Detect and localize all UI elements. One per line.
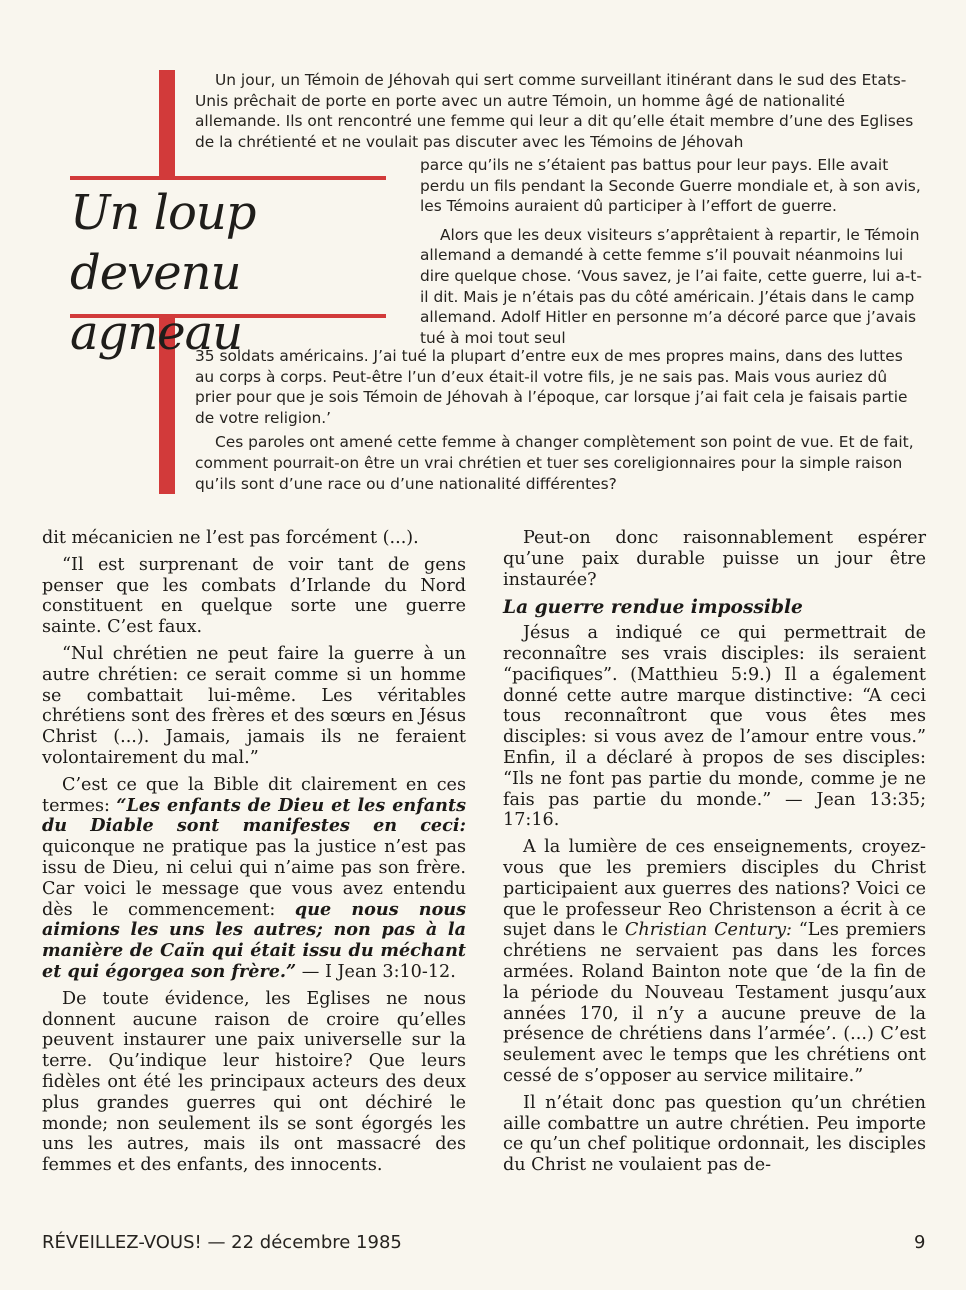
- page-number: 9: [914, 1232, 926, 1253]
- left-column: [42, 528, 466, 1182]
- box-text: 35 soldats américains. J’ai tué la plupart d’entre eux de mes propres mains, dans des luttes au corps à corps. Peut-être l’un d’eux était-il votre fils, je ne sais pas. Mais vous auriez dû prier pour que je sois Témoin de Jéhovah à l’époque, car lorsque j’ai fait cela je faisais partie de votre religion.’: [195, 347, 908, 427]
- publication-title: Christian Century:: [624, 920, 792, 941]
- footer-magazine-date: RÉVEILLEZ-VOUS! — 22 décembre 1985: [42, 1232, 402, 1253]
- box-title: [70, 183, 400, 363]
- red-rule-vertical-top: [159, 70, 175, 180]
- paragraph: dit mécanicien ne l’est pas forcément (...).: [42, 528, 419, 548]
- paragraph: Il n’était donc pas question qu’un chrétien aille combattre un autre chrétien. Peu importe ce qu’un chef politique ordonnait, les disciples du Christ ne voulaient pas de-: [503, 1092, 926, 1176]
- paragraph-bible-quote: [42, 775, 466, 983]
- paragraph: “Nul chrétien ne peut faire la guerre à un autre chrétien: ce serait comme si un homme se combattait lui-même. Les véritables chrétiens sont des frères et des sœurs en Jésus Christ (...). Jamais, jamais ils ne feraient volontairement du mal.”: [42, 643, 466, 768]
- box-text-bottom: [195, 346, 923, 494]
- box-paragraph-1-top: [195, 70, 923, 152]
- paragraph: [503, 837, 926, 1087]
- text: “Les premiers chrétiens ne servaient pas dans les forces armées. Roland Bainton note que ‘de la fin de la période du Nouveau Testament jusqu’aux années 170, il n’y a aucune preuve de la présence de chrétiens dans l’armée’. (...) C’est seulement avec le temps que les chrétiens ont cessé de s’opposer au service militaire.”: [503, 920, 926, 1086]
- box-title-line-2: devenu agneau: [70, 245, 243, 361]
- text: C’est ce que la Bible dit clairement en ces termes:: [42, 774, 466, 816]
- paragraph: De toute évidence, les Eglises ne nous donnent aucune raison de croire qu’elles peuvent instaurer une paix universelle sur la terre. Qu’indique leur histoire? Que leurs fidèles ont été les principaux acteurs des deux plus grandes guerres qui ont déchiré le monde; non seulement ils se sont égorgés les uns les autres, mais ils ont massacré des femmes et des enfants, des innocents.: [42, 988, 466, 1176]
- red-rule-horizontal-top: [70, 176, 386, 180]
- quote: “Les enfants de Dieu et les enfants du Diable sont manifestes en ceci:: [42, 794, 466, 837]
- box-text: parce qu’ils ne s’étaient pas battus pour leur pays. Elle avait perdu un fils pendant la Seconde Guerre mondiale et, à son avis, les Témoins auraient dû participer à l’effort de guerre.: [420, 156, 921, 216]
- paragraph: Jésus a indiqué ce qui permettrait de reconnaître ses vrais disciples: ils seraient “pacifiques”. (Matthieu 5:9.) Il a également donné cette autre marque distinctive: “A ceci tous reconnaîtront que vous êtes mes disciples: si vous avez de l’amour entre vous.” Enfin, il a déclaré à propos de ses disciples: “Ils ne font pas partie du monde, comme je ne fais pas partie du monde.” — Jean 13:35; 17:16.: [503, 623, 926, 831]
- box-text-beside-title: [420, 155, 923, 348]
- paragraph: “Il est surprenant de voir tant de gens penser que les combats d’Irlande du Nord constituent en quelque sorte une guerre sainte. C’est faux.: [42, 554, 466, 638]
- box-title-line-1: Un loup: [70, 185, 256, 241]
- box-text: Un jour, un Témoin de Jéhovah qui sert comme surveillant itinérant dans le sud des Etats-Unis prêchait de porte en porte avec un autre Témoin, un homme âgé de nationalité allemande. Ils ont rencontré une femme qui leur a dit qu’elle était membre d’une des Eglises de la chrétienté et ne voulait pas discuter avec les Témoins de Jéhovah: [195, 71, 914, 151]
- reference: — I Jean 3:10-12.: [296, 961, 456, 982]
- box-text: Alors que les deux visiteurs s’apprêtaient à repartir, le Témoin allemand a demandé à cette femme s’il pouvait néanmoins lui dire quelque chose. ‘Vous savez, je l’ai faite, cette guerre, lui a-t-il dit. Mais je n’étais pas du côté américain. J’étais dans le camp allemand. Adolf Hitler en personne m’a décoré parce que j’avais tué à moi tout seul: [420, 225, 922, 347]
- text: quiconque ne pratique pas la justice n’est pas issu de Dieu, ni celui qui n’aime pas son frère. Car voici le message que vous avez entendu dès le commencement:: [42, 837, 466, 920]
- box-text: Ces paroles ont amené cette femme à changer complètement son point de vue. Et de fait, comment pourrait-on être un vrai chrétien et tuer ses coreligionnaires pour la simple raison qu’ils sont d’une race ou d’une nationalité différentes?: [195, 433, 914, 493]
- paragraph: Peut-on donc raisonnablement espérer qu’une paix durable puisse un jour être instaurée?: [503, 528, 926, 590]
- quote: que nous nous aimions les uns les autres; non pas à la manière de Caïn qui était issu du méchant et qui égorgea son frère.”: [42, 898, 467, 982]
- right-column: [503, 528, 926, 1182]
- text: A la lumière de ces enseignements, croyez-vous que les premiers disciples du Christ participaient aux guerres des nations? Voici ce que le professeur Reo Christenson a écrit à ce sujet dans le: [503, 837, 926, 941]
- section-heading: La guerre rendue impossible: [503, 597, 803, 619]
